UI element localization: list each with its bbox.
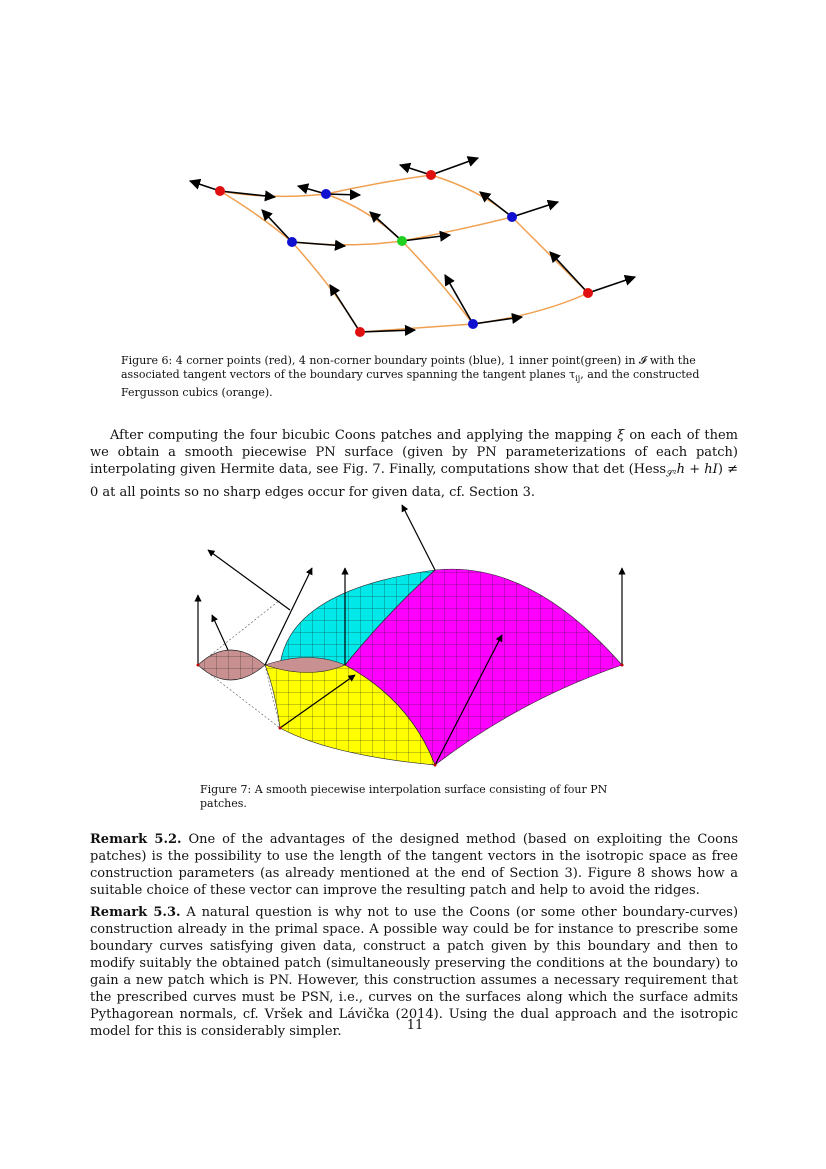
paragraph-1-hess-arg: h + hI [676,462,718,477]
figure-6-caption-text: 4 corner points (red), 4 non-corner boundary points (blue), 1 inner point(green) in 𝓘 with the associated tangent vectors of the boundary curves spanning the tangent planes τ [121,354,696,381]
corner-point [355,327,365,337]
boundary-point [468,319,478,329]
figure-6-caption [121,354,706,400]
remark-5-2-text: One of the advantages of the designed method (based on exploiting the Coons patches) is the possibility to use the length of the tangent vectors in the isotropic space as free construction parameters (as already mentioned at the end of Section 3). Figure 8 shows how a suitable choice of these vector can improve the resulting patch and help to avoid the ridges. [90,832,739,898]
boundary-point [507,212,517,222]
figure-6-caption-sub: ij [575,374,581,384]
paragraph-1-text-b: on each of them we obtain a smooth piecewise PN surface (given by PN parameterizations of each patch) interpolating given Hermite data, see Fig. 7. Finally, computations show that det (Hess [90,428,738,477]
corner-point [583,288,593,298]
figure-7-surface [180,500,650,775]
remark-5-3-title: Remark 5.3. [90,905,181,920]
figure-6-caption-label: Figure 6: [121,354,173,367]
corner-point [215,186,225,196]
figure-6-diagram [150,140,670,350]
ferguson-cubics [220,175,588,332]
remark-5-2 [90,831,738,899]
figure-7-caption: Figure 7: A smooth piecewise interpolation surface consisting of four PN patches. [200,783,608,810]
boundary-point [321,189,331,199]
remark-5-3-text: A natural question is why not to use the Coons (or some other boundary-curves) construction already in the primal space. A possible way could be for instance to prescribe some boundary curves satisfying given data, construct a patch given by this boundary and then to modify suitably the obtained patch (simultaneously preserving the conditions at the boundary) to gain a new patch which is PN. However, this construction assumes a necessary requirement that the prescribed curves must be PSN, i.e., curves on the surfaces along which the surface admits Pythagorean normals, cf. Vršek and Lávička (2014). Using the dual approach and the isotropic model for this is considerably simpler. [90,905,739,1039]
remark-5-2-title: Remark 5.2. [90,832,182,847]
page-number: 11 [406,1018,424,1033]
corner-point [426,170,436,180]
paragraph-1-hess-sub: 𝒮² [666,469,677,480]
paragraph-1-xi: ξ [617,428,625,443]
boundary-point [287,237,297,247]
paragraph-1 [90,427,738,501]
inner-point [397,236,407,246]
tangent-vectors [190,158,635,332]
paragraph-1-text-c: ) ≠ 0 at all points so no sharp edges occur for given data, cf. Section 3. [90,462,738,500]
figure-6-caption-tail: , and the constructed Fergusson cubics (orange). [121,368,700,400]
paragraph-1-text-a: After computing the four bicubic Coons patches and applying the mapping [110,428,618,443]
